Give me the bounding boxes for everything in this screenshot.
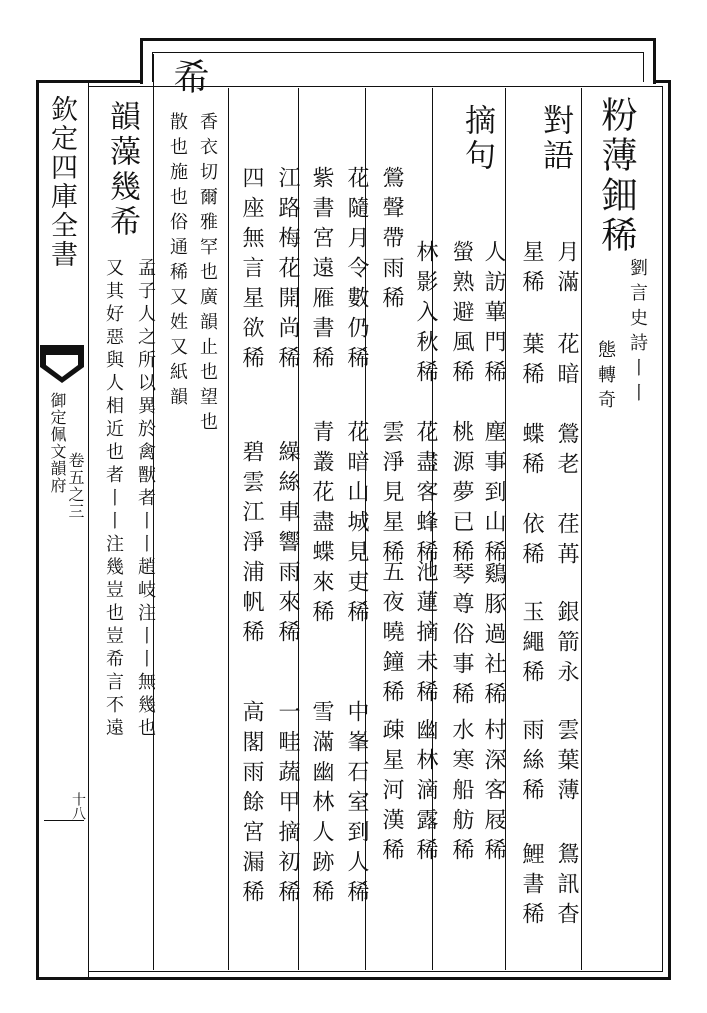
phrase-text: 桃源夢已稀 bbox=[449, 420, 474, 570]
section-label-zhaiju: 摘句 bbox=[459, 104, 495, 174]
xi-gloss-2: 散也施也俗通稀又姓又紙韻 bbox=[167, 112, 188, 412]
folio-rule bbox=[44, 820, 84, 821]
phrase-text: 玉繩稀 bbox=[519, 600, 544, 690]
phrase-text: 中峯石室到人稀 bbox=[344, 700, 369, 910]
phrase-text: 花盡客蜂稀 bbox=[413, 420, 438, 570]
phrase-text: 繰絲車響雨來稀 bbox=[275, 440, 300, 650]
phrase-text: 葉稀 bbox=[519, 332, 544, 392]
phrase-text: 銀箭永 bbox=[554, 600, 579, 690]
phrase-text: 林影入秋稀 bbox=[413, 240, 438, 390]
volume-number: 卷五之三 bbox=[66, 452, 85, 520]
phrase-text: 月滿 bbox=[554, 240, 579, 300]
section-label-yunzao: 韻藻幾希 bbox=[104, 100, 140, 240]
phrase-text: 雲淨見星稀 bbox=[379, 420, 404, 570]
phrase-text: 雨絲稀 bbox=[519, 718, 544, 808]
phrase-text: 雲葉薄 bbox=[554, 718, 579, 808]
phrase-text: 塵事到山稀 bbox=[481, 420, 506, 570]
folio-number: 十八 bbox=[70, 792, 86, 820]
entry-heading: 粉薄鈿稀 bbox=[596, 96, 637, 256]
phrase-text: 五夜曉鐘稀 bbox=[379, 560, 404, 710]
entry-note: 態轉奇 bbox=[595, 340, 616, 415]
phrase-text: 雪滿幽林人跡稀 bbox=[309, 700, 334, 910]
phrase-text: 鷄豚過社稀 bbox=[481, 562, 506, 712]
phrase-text: 荏苒 bbox=[554, 512, 579, 572]
volume-title: 御定佩文韻府 bbox=[48, 392, 67, 494]
book-title: 欽定四庫全書 bbox=[46, 95, 77, 269]
entry-note: 劉言史詩丨丨 bbox=[627, 258, 648, 408]
phrase-text: 鴛訊杳 bbox=[554, 842, 579, 932]
phrase-text: 依稀 bbox=[519, 512, 544, 572]
rhyme-character-xi: 希 bbox=[168, 58, 209, 98]
phrase-text: 鶯老 bbox=[554, 422, 579, 482]
phrase-text: 紫書宮遠雁書稀 bbox=[309, 166, 334, 376]
yunzao-note-1: 孟子人之所以異於禽獸者丨丨趙岐注丨丨無幾也 bbox=[135, 258, 156, 741]
phrase-text: 碧雲江淨浦帆稀 bbox=[239, 440, 264, 650]
xi-gloss-1: 香衣切爾雅罕也廣韻止也望也 bbox=[197, 112, 218, 437]
phrase-text: 幽林滴露稀 bbox=[413, 718, 438, 868]
phrase-text: 人訪蓽門稀 bbox=[481, 240, 506, 390]
fishtail-ornament-icon bbox=[40, 345, 84, 385]
phrase-text: 星稀 bbox=[519, 240, 544, 300]
phrase-text: 村深客屐稀 bbox=[481, 718, 506, 868]
phrase-text: 花暗 bbox=[554, 332, 579, 392]
phrase-text: 螢熟避風稀 bbox=[449, 240, 474, 390]
phrase-text: 四座無言星欲稀 bbox=[239, 166, 264, 376]
header-tab-inner bbox=[152, 52, 644, 82]
phrase-text: 花暗山城見吏稀 bbox=[344, 420, 369, 630]
section-label-duiyu: 對語 bbox=[537, 104, 573, 174]
phrase-text: 一畦蔬甲摘初稀 bbox=[275, 700, 300, 910]
phrase-text: 蝶稀 bbox=[519, 422, 544, 482]
phrase-text: 琴尊俗事稀 bbox=[449, 562, 474, 712]
phrase-text: 鶯聲帶雨稀 bbox=[379, 166, 404, 316]
column-rule bbox=[228, 88, 229, 970]
phrase-text: 高閣雨餘宮漏稀 bbox=[239, 700, 264, 910]
phrase-text: 水寒船舫稀 bbox=[449, 718, 474, 868]
phrase-text: 青叢花盡蝶來稀 bbox=[309, 420, 334, 630]
phrase-text: 花隨月令數仍稀 bbox=[344, 166, 369, 376]
column-rule bbox=[581, 88, 582, 970]
phrase-text: 疎星河漢稀 bbox=[379, 718, 404, 868]
phrase-text: 池蓮摘未稀 bbox=[413, 560, 438, 710]
yunzao-note-2: 又其好惡與人相近也者丨丨注幾豈也豈希言不遠 bbox=[103, 258, 124, 741]
phrase-text: 鯉書稀 bbox=[519, 842, 544, 932]
phrase-text: 江路梅花開尚稀 bbox=[275, 166, 300, 376]
